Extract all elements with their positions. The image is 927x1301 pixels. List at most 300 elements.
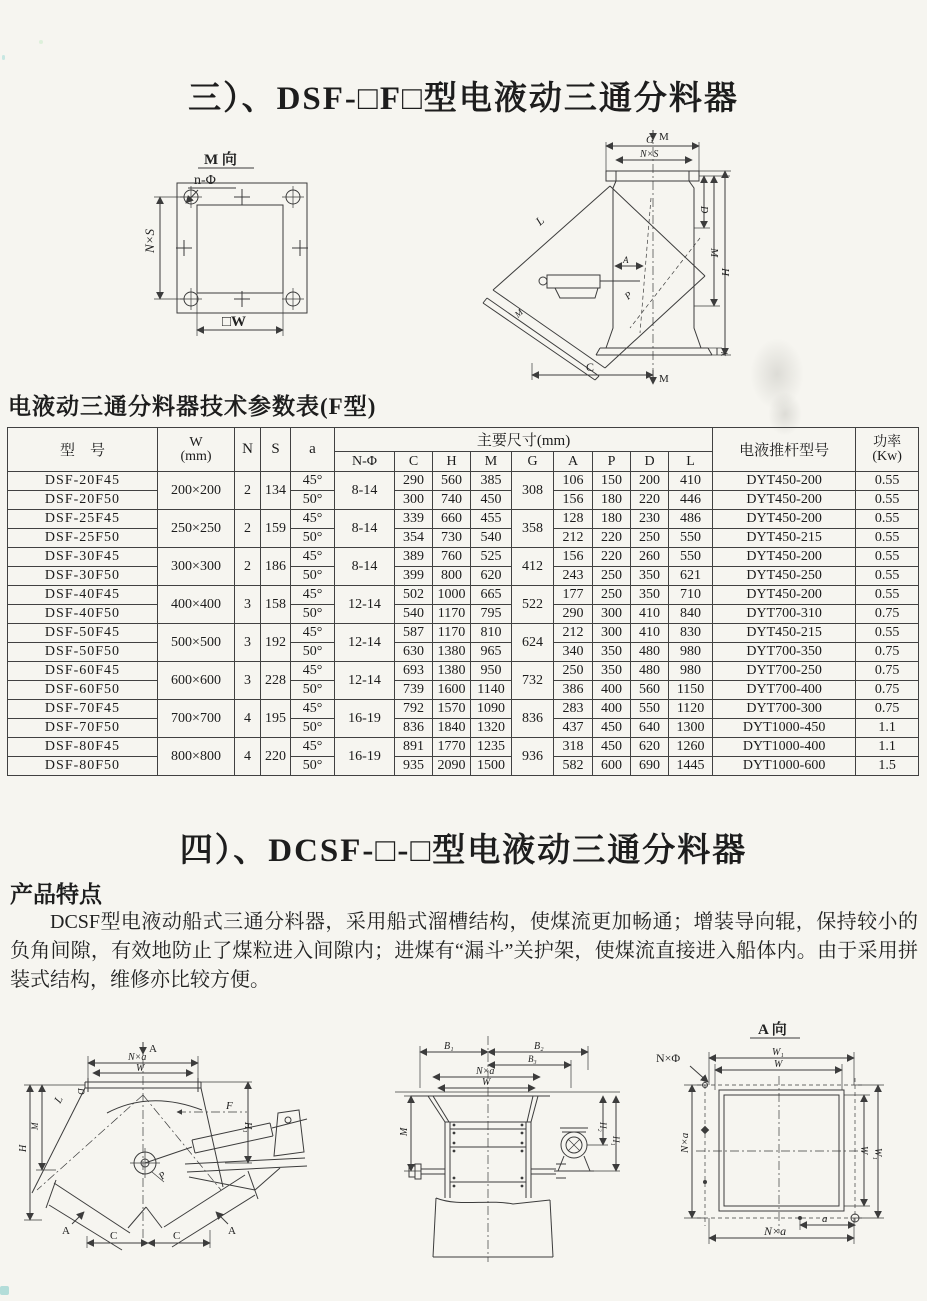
p-cell: 400 <box>593 700 631 719</box>
nphi-cell: 16-19 <box>335 700 395 738</box>
table-row <box>8 624 919 643</box>
w-cell: 800×800 <box>158 738 235 776</box>
branch-duct <box>483 186 705 380</box>
header-model: 型 号 <box>8 428 158 472</box>
m-cell: 665 <box>471 586 512 605</box>
header-d: D <box>631 452 669 472</box>
model-cell: DSF-20F50 <box>8 491 158 510</box>
c-cell: 300 <box>395 491 433 510</box>
nxs-dim-label: N×S <box>640 149 659 160</box>
angle-cell: 50° <box>291 605 335 624</box>
header-m: M <box>471 452 512 472</box>
angle-cell: 50° <box>291 719 335 738</box>
s-cell: 134 <box>261 472 291 510</box>
table-row <box>8 700 919 719</box>
c-cell: 935 <box>395 757 433 776</box>
l-cell: 840 <box>669 605 713 624</box>
pusher-cell: DYT450-200 <box>713 472 856 491</box>
header-power: 功率 (Kw) <box>856 428 919 472</box>
angle-cell: 50° <box>291 491 335 510</box>
width-dim-label: □W <box>222 314 247 330</box>
a-cell: 250 <box>554 662 593 681</box>
a-dim-label: a <box>822 1213 828 1225</box>
h-left-dim-label: H <box>18 1144 29 1152</box>
a2-section-label: A <box>228 1225 236 1237</box>
table-row <box>8 757 919 776</box>
nphi-cell: 8-14 <box>335 548 395 586</box>
d-cell: 200 <box>631 472 669 491</box>
b2-dim-label: B₂ <box>534 1041 544 1052</box>
m-cell: 795 <box>471 605 512 624</box>
p-cell: 600 <box>593 757 631 776</box>
a1-section-label: A <box>62 1225 70 1237</box>
nphi-cell: 12-14 <box>335 624 395 662</box>
n-cell: 2 <box>235 510 261 548</box>
h-cell: 1380 <box>433 662 471 681</box>
c-cell: 354 <box>395 529 433 548</box>
pusher-cell: DYT700-350 <box>713 643 856 662</box>
l-cell: 980 <box>669 662 713 681</box>
table-row <box>8 529 919 548</box>
c-cell: 389 <box>395 548 433 567</box>
header-a-angle: a <box>291 428 335 472</box>
a-cell: 106 <box>554 472 593 491</box>
d-cell: 250 <box>631 529 669 548</box>
d-cell: 620 <box>631 738 669 757</box>
l-cell: 1120 <box>669 700 713 719</box>
m-cell: 965 <box>471 643 512 662</box>
hopper <box>428 1096 538 1122</box>
angle-cell: 50° <box>291 757 335 776</box>
scan-speck <box>39 40 43 44</box>
l-cell: 1260 <box>669 738 713 757</box>
h-cell: 800 <box>433 567 471 586</box>
pusher-cell: DYT1000-600 <box>713 757 856 776</box>
pusher-cell: DYT450-250 <box>713 567 856 586</box>
g-cell: 522 <box>512 586 554 624</box>
header-nphi: N-Φ <box>335 452 395 472</box>
l-cell: 830 <box>669 624 713 643</box>
b3-dim-label: B₃ <box>528 1054 537 1064</box>
a-cell: 290 <box>554 605 593 624</box>
f-dim-label: F <box>226 1100 233 1112</box>
h-cell: 1840 <box>433 719 471 738</box>
d-cell: 480 <box>631 643 669 662</box>
l-dim-label: L <box>52 1094 66 1106</box>
model-cell: DSF-70F50 <box>8 719 158 738</box>
p-cell: 450 <box>593 719 631 738</box>
m-right-dim-label: M <box>708 248 720 258</box>
w-cell: 300×300 <box>158 548 235 586</box>
header-s: S <box>261 428 291 472</box>
d-dim-label: D <box>76 1088 86 1095</box>
header-aa: A <box>554 452 593 472</box>
header-g: G <box>512 452 554 472</box>
d-cell: 410 <box>631 605 669 624</box>
dcsf-side-view-drawing <box>12 1040 347 1260</box>
l-cell: 1445 <box>669 757 713 776</box>
table-title: 电液动三通分料器技术参数表(F型) <box>8 394 377 419</box>
pusher-cell: DYT1000-400 <box>713 738 856 757</box>
l-cell: 486 <box>669 510 713 529</box>
model-cell: DSF-60F50 <box>8 681 158 700</box>
s-cell: 158 <box>261 586 291 624</box>
d-cell: 350 <box>631 567 669 586</box>
model-cell: DSF-25F45 <box>8 510 158 529</box>
n-cell: 2 <box>235 548 261 586</box>
h-dim-label: H <box>719 268 731 276</box>
h2-dim-label: H₂ <box>598 1122 608 1132</box>
angle-cell: 50° <box>291 643 335 662</box>
p-cell: 180 <box>593 510 631 529</box>
table-row <box>8 548 919 567</box>
w1-top-dim-label: W₁ <box>772 1047 784 1058</box>
d-cell: 410 <box>631 624 669 643</box>
m-section-top-label: M <box>659 131 669 143</box>
model-cell: DSF-25F50 <box>8 529 158 548</box>
nphi-cell: 16-19 <box>335 738 395 776</box>
mid-edge-marks <box>176 189 308 307</box>
table-row <box>8 681 919 700</box>
model-cell: DSF-50F45 <box>8 624 158 643</box>
g-cell: 624 <box>512 624 554 662</box>
d-cell: 230 <box>631 510 669 529</box>
power-cell: 0.55 <box>856 529 919 548</box>
scan-speck <box>0 1286 9 1295</box>
g-dim-label: G <box>646 134 654 146</box>
d-dim-label: D <box>698 206 709 214</box>
a-cell: 437 <box>554 719 593 738</box>
s-cell: 195 <box>261 700 291 738</box>
w-cell: 250×250 <box>158 510 235 548</box>
power-cell: 1.1 <box>856 719 919 738</box>
s-cell: 186 <box>261 548 291 586</box>
n-cell: 4 <box>235 738 261 776</box>
m-cell: 525 <box>471 548 512 567</box>
w-cell: 200×200 <box>158 472 235 510</box>
d-cell: 220 <box>631 491 669 510</box>
m-cell: 385 <box>471 472 512 491</box>
l-cell: 710 <box>669 586 713 605</box>
model-cell: DSF-60F45 <box>8 662 158 681</box>
power-cell: 0.55 <box>856 548 919 567</box>
p-cell: 250 <box>593 567 631 586</box>
left-chute <box>46 1180 130 1250</box>
scan-smudge <box>768 392 802 436</box>
angle-cell: 45° <box>291 548 335 567</box>
c-cell: 891 <box>395 738 433 757</box>
bolt-count-label: N×Φ <box>656 1051 681 1065</box>
m-cell: 1090 <box>471 700 512 719</box>
d-cell: 480 <box>631 662 669 681</box>
header-n: N <box>235 428 261 472</box>
k-dim-label: k <box>719 352 729 356</box>
m-cell: 810 <box>471 624 512 643</box>
h-cell: 730 <box>433 529 471 548</box>
power-cell: 1.1 <box>856 738 919 757</box>
header-main-dims: 主要尺寸(mm) <box>335 428 713 452</box>
a-cell: 283 <box>554 700 593 719</box>
pusher-cell: DYT450-200 <box>713 491 856 510</box>
m-cell: 950 <box>471 662 512 681</box>
a-cell: 212 <box>554 624 593 643</box>
hydraulic-cylinder <box>145 1110 307 1163</box>
l-cell: 621 <box>669 567 713 586</box>
p-dim-label: P <box>156 1169 169 1183</box>
c-dim-label: C <box>586 360 595 374</box>
features-heading: 产品特点 <box>10 882 102 907</box>
table-row <box>8 662 919 681</box>
table-row <box>8 510 919 529</box>
p-cell: 300 <box>593 605 631 624</box>
w-cell: 400×400 <box>158 586 235 624</box>
d-cell: 350 <box>631 586 669 605</box>
c-cell: 693 <box>395 662 433 681</box>
pusher-cell: DYT1000-450 <box>713 719 856 738</box>
c-cell: 836 <box>395 719 433 738</box>
a-section-top-label: A <box>149 1043 157 1055</box>
h1-dim-label: H₁ <box>242 1122 253 1133</box>
nxs-dim-label: N×S <box>142 229 157 253</box>
table-row <box>8 738 919 757</box>
d-cell: 260 <box>631 548 669 567</box>
power-cell: 0.75 <box>856 681 919 700</box>
flange-view-drawing <box>140 146 395 346</box>
p-cell: 350 <box>593 662 631 681</box>
power-cell: 0.75 <box>856 643 919 662</box>
d-cell: 640 <box>631 719 669 738</box>
s-cell: 220 <box>261 738 291 776</box>
table-row <box>8 491 919 510</box>
c-cell: 290 <box>395 472 433 491</box>
dcsf-front-view-drawing <box>388 1030 650 1265</box>
c2-dim-label: C <box>173 1230 181 1242</box>
nphi-cell: 8-14 <box>335 472 395 510</box>
power-cell: 0.55 <box>856 510 919 529</box>
p-dim-label: P <box>622 289 635 303</box>
power-cell: 0.55 <box>856 491 919 510</box>
m-cell: 540 <box>471 529 512 548</box>
a-cell: 386 <box>554 681 593 700</box>
w-top-dim-label: W <box>774 1059 783 1070</box>
c-cell: 540 <box>395 605 433 624</box>
h-cell: 740 <box>433 491 471 510</box>
power-cell: 0.55 <box>856 472 919 491</box>
bolt-holes-label: n-Φ <box>194 173 216 188</box>
pusher-cell: DYT700-400 <box>713 681 856 700</box>
p-cell: 250 <box>593 586 631 605</box>
angle-cell: 45° <box>291 510 335 529</box>
a-cell: 340 <box>554 643 593 662</box>
m-cell: 1235 <box>471 738 512 757</box>
a-dim-label: A <box>623 255 629 265</box>
h-cell: 1770 <box>433 738 471 757</box>
m-view-label: M 向 <box>204 152 237 168</box>
m-cell: 1140 <box>471 681 512 700</box>
a-cell: 156 <box>554 491 593 510</box>
c1-dim-label: C <box>110 1230 118 1242</box>
m-cell: 455 <box>471 510 512 529</box>
power-cell: 0.75 <box>856 700 919 719</box>
m-cell: 1500 <box>471 757 512 776</box>
power-cell: 1.5 <box>856 757 919 776</box>
angle-cell: 45° <box>291 586 335 605</box>
model-cell: DSF-20F45 <box>8 472 158 491</box>
model-cell: DSF-40F50 <box>8 605 158 624</box>
w-right-dim-label: W <box>858 1146 869 1155</box>
g-cell: 358 <box>512 510 554 548</box>
a-view-drawing <box>652 1018 922 1258</box>
h-cell: 660 <box>433 510 471 529</box>
header-h: H <box>433 452 471 472</box>
power-cell: 0.75 <box>856 662 919 681</box>
w-cell: 700×700 <box>158 700 235 738</box>
left-shaft <box>409 1164 445 1179</box>
n-cell: 4 <box>235 700 261 738</box>
features-paragraph: DCSF型电液动船式三通分料器，采用船式溜槽结构，使煤流更加畅通；增装导向辊，保持较小的负角间隙，有效地防止了煤粒进入间隙内；进煤有“漏斗”关护架，使煤流直接进入船体内。由于采用拼装式结构，维修亦比较方便。 <box>10 911 918 991</box>
pedestal <box>433 1198 553 1257</box>
p-cell: 220 <box>593 548 631 567</box>
n-cell: 3 <box>235 662 261 700</box>
l-cell: 550 <box>669 548 713 567</box>
header-c: C <box>395 452 433 472</box>
l-cell: 446 <box>669 491 713 510</box>
nphi-cell: 8-14 <box>335 510 395 548</box>
header-p: P <box>593 452 631 472</box>
w-dim-label: W <box>482 1077 491 1088</box>
h-cell: 1600 <box>433 681 471 700</box>
l-cell: 1150 <box>669 681 713 700</box>
h-cell: 1000 <box>433 586 471 605</box>
n-cell: 2 <box>235 472 261 510</box>
table-row <box>8 472 919 491</box>
b1-dim-label: B₁ <box>444 1041 454 1052</box>
nxa-bottom-dim-label: N×a <box>764 1224 787 1238</box>
l-cell: 980 <box>669 643 713 662</box>
p-cell: 350 <box>593 643 631 662</box>
c-cell: 339 <box>395 510 433 529</box>
model-cell: DSF-30F45 <box>8 548 158 567</box>
g-cell: 732 <box>512 662 554 700</box>
l-dim-label: L <box>532 213 547 229</box>
power-cell: 0.55 <box>856 586 919 605</box>
a-cell: 582 <box>554 757 593 776</box>
d-cell: 550 <box>631 700 669 719</box>
h-cell: 1380 <box>433 643 471 662</box>
w1-right-dim-label: W₁ <box>872 1148 883 1160</box>
m-section-bottom-label: M <box>659 373 669 385</box>
m-left-dim-label: M <box>30 1122 40 1130</box>
p-cell: 400 <box>593 681 631 700</box>
h-cell: 560 <box>433 472 471 491</box>
model-cell: DSF-40F45 <box>8 586 158 605</box>
l-cell: 1300 <box>669 719 713 738</box>
angle-cell: 45° <box>291 738 335 757</box>
s-cell: 159 <box>261 510 291 548</box>
p-cell: 150 <box>593 472 631 491</box>
nphi-cell: 12-14 <box>335 662 395 700</box>
p-cell: 450 <box>593 738 631 757</box>
table-row <box>8 643 919 662</box>
l-cell: 410 <box>669 472 713 491</box>
angle-cell: 50° <box>291 681 335 700</box>
g-cell: 308 <box>512 472 554 510</box>
p-cell: 300 <box>593 624 631 643</box>
header-pusher: 电液推杆型号 <box>713 428 856 472</box>
w-cell: 500×500 <box>158 624 235 662</box>
pusher-cell: DYT450-215 <box>713 529 856 548</box>
l-cell: 550 <box>669 529 713 548</box>
h1-dim-label: H₁ <box>611 1136 621 1146</box>
w-cell: 600×600 <box>158 662 235 700</box>
pusher-cell: DYT700-300 <box>713 700 856 719</box>
section-title-2: 四）、DCSF-□-□型电液动三通分料器 <box>179 833 748 869</box>
s-cell: 192 <box>261 624 291 662</box>
h-cell: 2090 <box>433 757 471 776</box>
pusher-cell: DYT450-200 <box>713 548 856 567</box>
nxa-dim-label: N×a <box>476 1066 495 1077</box>
a-cell: 177 <box>554 586 593 605</box>
scan-speck <box>2 55 5 60</box>
pusher-cell: DYT450-200 <box>713 510 856 529</box>
header-w: W (mm) <box>158 428 235 472</box>
n-cell: 3 <box>235 624 261 662</box>
n-cell: 3 <box>235 586 261 624</box>
angle-cell: 45° <box>291 662 335 681</box>
h-cell: 760 <box>433 548 471 567</box>
c-cell: 630 <box>395 643 433 662</box>
model-cell: DSF-80F45 <box>8 738 158 757</box>
p-cell: 180 <box>593 491 631 510</box>
c-cell: 399 <box>395 567 433 586</box>
angle-cell: 50° <box>291 529 335 548</box>
a-cell: 212 <box>554 529 593 548</box>
nxa-left-dim-label: N×a <box>679 1132 691 1153</box>
model-cell: DSF-70F45 <box>8 700 158 719</box>
model-cell: DSF-30F50 <box>8 567 158 586</box>
table-body <box>8 472 919 776</box>
table-row <box>8 586 919 605</box>
a-view-label: A 向 <box>758 1022 787 1038</box>
g-cell: 412 <box>512 548 554 586</box>
page-title: 三）、DSF-□F□型电液动三通分料器 <box>188 81 739 117</box>
d-cell: 560 <box>631 681 669 700</box>
table-row <box>8 567 919 586</box>
model-cell: DSF-50F50 <box>8 643 158 662</box>
pusher-cell: DYT700-310 <box>713 605 856 624</box>
power-cell: 0.55 <box>856 567 919 586</box>
m-dim-label: M <box>399 1127 410 1136</box>
m-branch-label: M <box>512 307 525 320</box>
m-cell: 1320 <box>471 719 512 738</box>
power-cell: 0.75 <box>856 605 919 624</box>
p-cell: 220 <box>593 529 631 548</box>
g-cell: 936 <box>512 738 554 776</box>
c-cell: 792 <box>395 700 433 719</box>
pusher-cell: DYT450-200 <box>713 586 856 605</box>
s-cell: 228 <box>261 662 291 700</box>
table-row <box>8 605 919 624</box>
a-cell: 156 <box>554 548 593 567</box>
header-l: L <box>669 452 713 472</box>
w-dim-label: W <box>136 1063 145 1074</box>
c-cell: 587 <box>395 624 433 643</box>
c-cell: 502 <box>395 586 433 605</box>
c-cell: 739 <box>395 681 433 700</box>
angle-cell: 45° <box>291 472 335 491</box>
a-cell: 243 <box>554 567 593 586</box>
angle-cell: 50° <box>291 567 335 586</box>
